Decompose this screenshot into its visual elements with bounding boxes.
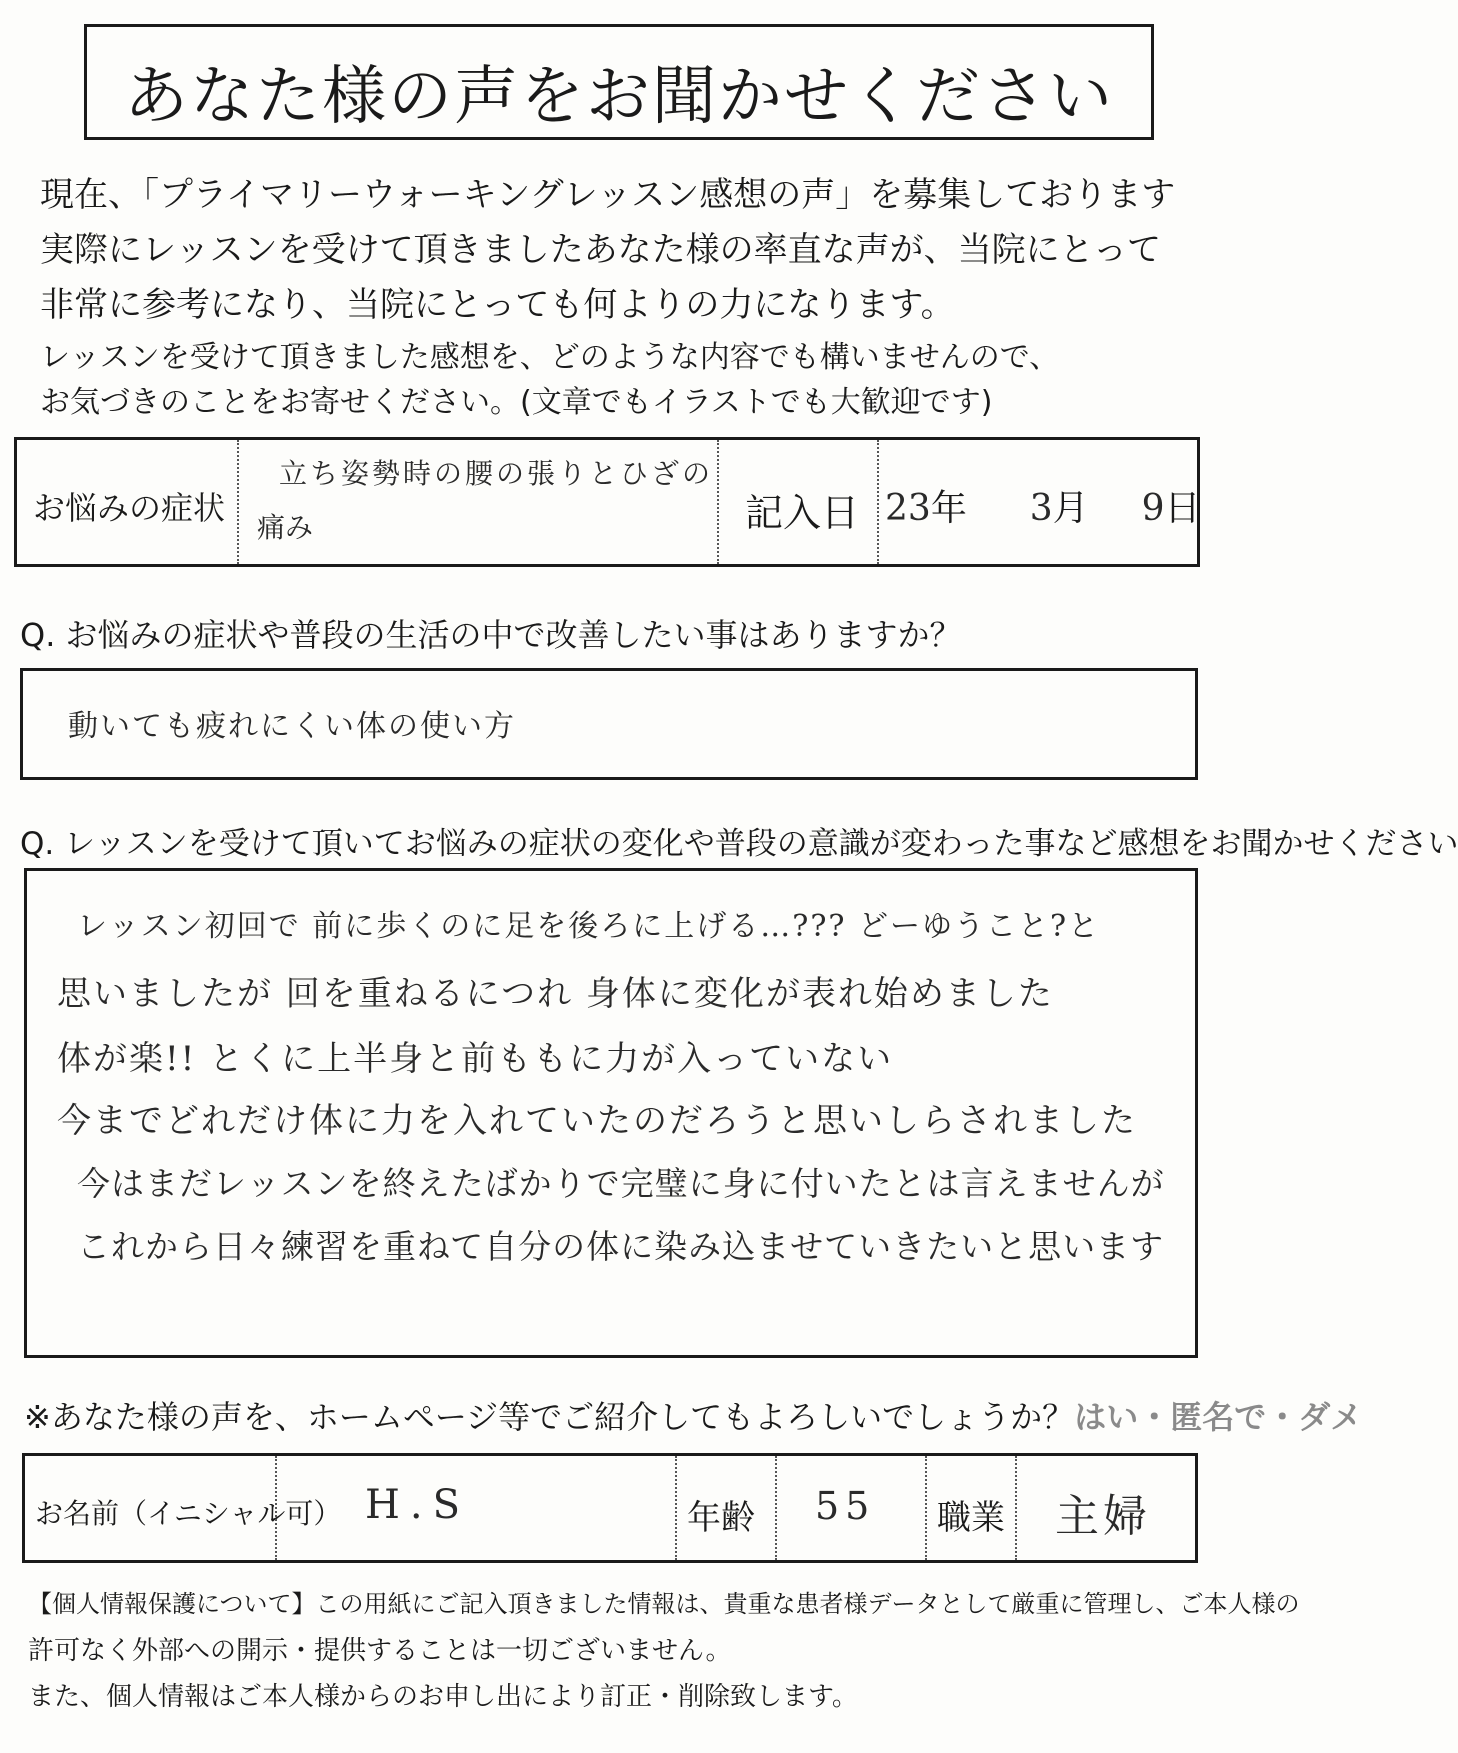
age-label: 年齢	[687, 1498, 755, 1538]
question-2: Q. レッスンを受けて頂いてお悩みの症状の変化や普段の意識が変わった事など感想をお聞かせください	[20, 826, 1458, 862]
symptom-label: お悩みの症状	[33, 489, 226, 527]
consent-question	[24, 1392, 1362, 1438]
divider	[925, 1456, 927, 1560]
name-label: お名前（イニシャル可）	[35, 1497, 342, 1530]
profile-table	[22, 1453, 1198, 1563]
date-day: 9	[1141, 488, 1165, 529]
name-value: H.S	[365, 1482, 470, 1528]
page-title: あなた様の声をお聞かせください	[124, 60, 1114, 134]
divider	[1015, 1456, 1017, 1560]
symptom-date-table	[14, 437, 1200, 567]
divider	[237, 440, 239, 564]
answer-2-line-6: これから日々練習を重ねて自分の体に染み込ませていきたいと思います	[77, 1227, 1165, 1266]
date-value	[885, 480, 1200, 531]
consent-question-text: ※あなた様の声を、ホームページ等でご紹介してもよろしいでしょうか？	[24, 1398, 1075, 1436]
age-value: 55	[815, 1484, 876, 1528]
divider	[675, 1456, 677, 1560]
symptom-value-line-2: 痛み	[257, 511, 314, 544]
date-year: 23	[885, 488, 931, 529]
intro-line-4: レッスンを受けて頂きました感想を、どのような内容でも構いませんので、	[40, 340, 1060, 375]
answer-2-line-2: 思いましたが 回を重ねるにつれ 身体に変化が表れ始めました	[57, 974, 1054, 1014]
privacy-line-3: また、個人情報はご本人様からのお申し出により訂正・削除致します。	[28, 1682, 858, 1712]
day-unit: 日	[1164, 488, 1201, 529]
intro-line-2: 実際にレッスンを受けて頂きましたあなた様の率直な声が、当院にとって	[40, 230, 1161, 270]
year-unit: 年	[930, 488, 967, 529]
privacy-line-1: 【個人情報保護について】この用紙にご記入頂きました情報は、貴重な患者様データとして厳重に管理し、ご本人様の	[28, 1590, 1300, 1618]
answer-2-line-5: 今はまだレッスンを終えたばかりで完璧に身に付いたとは言えませんが	[77, 1164, 1165, 1203]
privacy-line-2: 許可なく外部への開示・提供することは一切ございません。	[28, 1636, 732, 1666]
divider	[775, 1456, 777, 1560]
intro-line-1: 現在、「プライマリーウォーキングレッスン感想の声」を募集しております	[40, 175, 1176, 215]
month-unit: 月	[1052, 488, 1089, 529]
title-box	[84, 24, 1154, 140]
answer-2-line-3: 体が楽!! とくに上半身と前ももに力が入っていない	[57, 1039, 894, 1079]
consent-options: はい・匿名で・ダメ	[1074, 1398, 1363, 1436]
answer-1-box	[20, 668, 1198, 780]
job-value: 主婦	[1055, 1491, 1151, 1542]
answer-1: 動いても疲れにくい体の使い方	[68, 709, 516, 744]
answer-2-line-4: 今までどれだけ体に力を入れていたのだろうと思いしらされました	[57, 1101, 1137, 1141]
answer-2-box	[24, 868, 1198, 1358]
question-1: Q. お悩みの症状や普段の生活の中で改善したい事はありますか？	[20, 616, 962, 654]
symptom-value-line-1: 立ち姿勢時の腰の張りとひざの	[279, 457, 714, 490]
intro-line-3: 非常に参考になり、当院にとっても何よりの力になります。	[40, 285, 955, 325]
divider	[275, 1456, 277, 1560]
divider	[717, 440, 719, 564]
divider	[877, 440, 879, 564]
date-month: 3	[1029, 488, 1053, 529]
job-label: 職業	[937, 1498, 1005, 1538]
date-label: 記入日	[745, 491, 860, 535]
intro-line-5: お気づきのことをお寄せください。(文章でもイラストでも大歓迎です)	[40, 385, 993, 420]
answer-2-line-1: レッスン初回で 前に歩くのに足を後ろに上げる…??? どーゆうこと?と	[77, 909, 1101, 944]
